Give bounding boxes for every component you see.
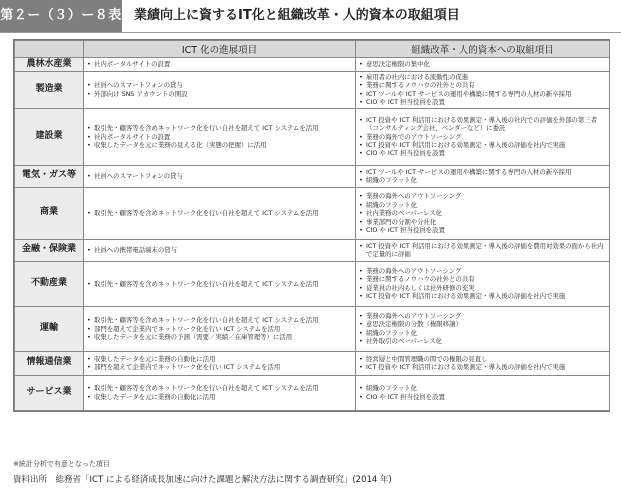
list-item: • 業務に関するノウハウの社外との共有 [359, 275, 606, 283]
table-row [15, 58, 610, 72]
list-item: • 外部向け SNS アカウントの開設 [87, 90, 352, 98]
org-item-list [359, 355, 606, 372]
table-row [15, 239, 610, 261]
list-item: • 社内ポータルサイトの設置 [87, 60, 352, 68]
list-item: • 取引先・顧客等を含めネットワーク化を行い自社を超えて ICT システムを活用 [87, 280, 352, 288]
table-row [15, 72, 610, 109]
org-items-cell [356, 165, 610, 187]
list-item: • 経営層と中間管理職の間での権限の見直し [359, 355, 606, 363]
list-item: • CIO や ICT 担当役員を設置 [359, 98, 606, 106]
list-item: • 意思決定権限の分散（権限移譲） [359, 320, 606, 328]
org-items-cell [356, 72, 610, 109]
ict-item-list [87, 172, 352, 180]
org-item-list [359, 242, 606, 259]
list-item: • 収集したデータを元に業務の自動化に活用 [87, 393, 352, 401]
list-item: • 部門を超えて企業内でネットワーク化を行い ICT システムを活用 [87, 363, 352, 371]
ict-item-list [87, 60, 352, 68]
org-item-list [359, 267, 606, 301]
list-item: • 業務に関するノウハウの社外との共有 [359, 81, 606, 89]
industry-cell: サービス業 [15, 375, 84, 410]
industry-cell: 不動産業 [15, 261, 84, 306]
ict-item-list [87, 209, 352, 217]
list-item: • 部門を超えて企業内でネットワーク化を行い ICT システムを活用 [87, 325, 352, 333]
industry-cell: 運輸 [15, 306, 84, 351]
list-item: • 取引先・顧客等を含めネットワーク化を行い自社を超えて ICT システムを活用 [87, 316, 352, 324]
ict-items-cell [84, 72, 356, 109]
list-item: • 組織のフラット化 [359, 329, 606, 337]
org-items-cell [356, 108, 610, 165]
industry-cell: 商業 [15, 187, 84, 239]
list-item: • ICT 投資や ICT 利活用における効果測定・導入後の評価を社内で実施 [359, 141, 606, 149]
list-item: • 収集したデータを元に業務の予測（需要／実績／在庫管理等）に活用 [87, 333, 352, 341]
ict-items-cell [84, 375, 356, 410]
list-item: • 事業部門の分割や分社化 [359, 218, 606, 226]
list-item: • 社外取引のペーパーレス化 [359, 337, 606, 345]
ict-item-list [87, 246, 352, 254]
list-item: • 社内業務のペーパーレス化 [359, 209, 606, 217]
org-items-cell [356, 306, 610, 351]
list-item: • CIO や ICT 担当役員を設置 [359, 149, 606, 157]
industry-cell: 情報通信業 [15, 351, 84, 375]
ict-items-cell [84, 239, 356, 261]
industry-cell: 農林水産業 [15, 58, 84, 72]
list-item: • 従業員の社内もしくは社外研修の充実 [359, 284, 606, 292]
list-item: • ICT ツールや ICT サービスの運用や構築に関する専門の人材の新卒採用 [359, 90, 606, 98]
list-item: • ICT 投資や ICT 利活用における効果測定・導入後の社内での評価を外部の第三者（コンサルティング会社、ベンダーなど）に委託 [359, 116, 606, 133]
table-row [15, 375, 610, 410]
org-items-cell [356, 375, 610, 410]
industry-cell: 金融・保険業 [15, 239, 84, 261]
list-item: • ICT 投資や ICT 利活用における効果測定・導入後の評価を費用対効果の面から社内で定量的に評価 [359, 242, 606, 259]
list-item: • 社員への携帯電話端末の貸与 [87, 246, 352, 254]
list-item: • 組織のフラット化 [359, 176, 606, 184]
org-item-list [359, 384, 606, 401]
org-item-list [359, 73, 606, 107]
ict-item-list [87, 124, 352, 149]
org-item-list [359, 60, 606, 68]
list-item: • 組織のフラット化 [359, 201, 606, 209]
footnote: ※統計分析で有意となった項目 [13, 460, 110, 468]
table-header-row [15, 41, 610, 58]
table-body [15, 58, 610, 411]
list-item: • 収集したデータを元に業務の自動化に活用 [87, 355, 352, 363]
ict-items-cell [84, 351, 356, 375]
table-row [15, 261, 610, 306]
table-row [15, 306, 610, 351]
industry-cell: 電気・ガス等 [15, 165, 84, 187]
table-row [15, 351, 610, 375]
list-item: • 取引先・顧客等を含めネットワーク化を行い自社を超えて ICT システムを活用 [87, 124, 352, 132]
list-item: • 社内ポータルサイトの設置 [87, 133, 352, 141]
table-row [15, 187, 610, 239]
list-item: • CIO や ICT 担当役員を設置 [359, 393, 606, 401]
source-note: 資料出所 総務省「ICT による経済成長加速に向けた課題と解決方法に関する調査研究」(2014 年) [13, 475, 392, 485]
ict-item-list [87, 81, 352, 98]
industry-cell: 建設業 [15, 108, 84, 165]
list-item: • 業務の海外へのアウトソーシング [359, 267, 606, 275]
table-row [15, 165, 610, 187]
ict-item-list [87, 384, 352, 401]
list-item: • 業務の海外へのアウトソーシング [359, 312, 606, 320]
header-org: 組織改革・人的資本への取組項目 [356, 41, 610, 58]
ict-item-list [87, 280, 352, 288]
table-row [15, 108, 610, 165]
ict-items-cell [84, 58, 356, 72]
org-items-cell [356, 239, 610, 261]
list-item: • CIO や ICT 担当役員を設置 [359, 226, 606, 234]
title-bar [0, 0, 621, 33]
org-item-list [359, 312, 606, 346]
figure-number: 第２ー（３）ー８表 [0, 0, 122, 32]
org-item-list [359, 116, 606, 158]
industry-cell: 製造業 [15, 72, 84, 109]
ict-items-cell [84, 261, 356, 306]
header-industry-cell [15, 41, 84, 58]
items-table [14, 40, 610, 411]
org-item-list [359, 192, 606, 234]
list-item: • 収集したデータを元に業務の見える化（実態の把握）に活用 [87, 141, 352, 149]
list-item: • 社員へのスマートフォンの貸与 [87, 172, 352, 180]
list-item: • ICT 投資や ICT 利活用における効果測定・導入後の評価を社内で実施 [359, 363, 606, 371]
list-item: • 業務の海外でのアウトソーシング [359, 133, 606, 141]
org-items-cell [356, 261, 610, 306]
list-item: • 取引先・顧客等を含めネットワーク化を行い自社を超えて ICT システムを活用 [87, 384, 352, 392]
ict-items-cell [84, 165, 356, 187]
org-item-list [359, 168, 606, 185]
ict-items-cell [84, 187, 356, 239]
list-item: • 組織のフラット化 [359, 384, 606, 392]
ict-item-list [87, 355, 352, 372]
org-items-cell [356, 58, 610, 72]
items-table-container [13, 39, 610, 412]
ict-items-cell [84, 108, 356, 165]
list-item: • 意思決定権限の集中化 [359, 60, 606, 68]
figure-title: 業績向上に資するIT化と組織改革・人的資本の取組項目 [134, 8, 460, 23]
org-items-cell [356, 187, 610, 239]
ict-item-list [87, 316, 352, 341]
ict-items-cell [84, 306, 356, 351]
list-item: • 社員へのスマートフォンの貸与 [87, 81, 352, 89]
org-items-cell [356, 351, 610, 375]
list-item: • 業務の海外へのアウトソーシング [359, 192, 606, 200]
list-item: • ICT ツールや ICT サービスの運用や構築に関する専門の人材の新卒採用 [359, 168, 606, 176]
list-item: • 取引先・顧客等を含めネットワーク化を行い自社を超えて ICT システムを活用 [87, 209, 352, 217]
header-ict: ICT 化の進展項目 [84, 41, 356, 58]
list-item: • ICT 投資や ICT 利活用における効果測定・導入後の評価を社内で実施 [359, 292, 606, 300]
list-item: • 雇用者の社内における流動性の促進 [359, 73, 606, 81]
